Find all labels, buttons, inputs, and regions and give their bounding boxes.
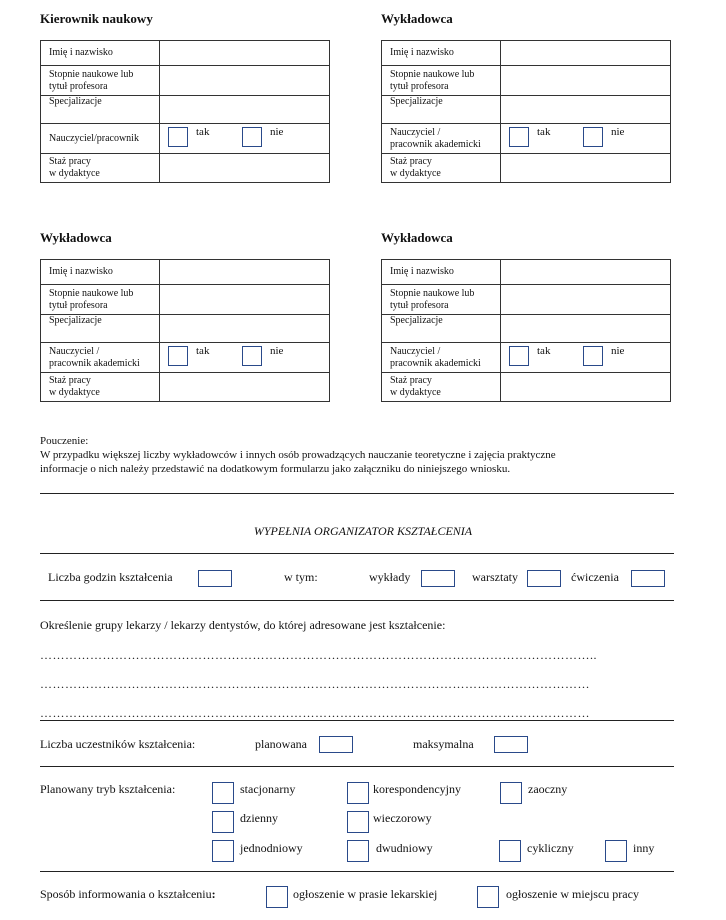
teacher-no-checkbox[interactable]	[583, 127, 603, 147]
mode-evening-label: wieczorowy	[373, 811, 432, 825]
teacher-no-label: nie	[611, 345, 625, 357]
notice	[40, 434, 556, 476]
divider	[40, 720, 674, 721]
teacher-no-label: nie	[611, 126, 625, 138]
teacher-field	[501, 124, 671, 154]
group-line-2[interactable]: ……………………………………………………………………………………………………………………	[40, 677, 590, 691]
divider	[40, 493, 674, 494]
spec-field[interactable]	[160, 96, 330, 124]
teacher-yes-checkbox[interactable]	[168, 127, 188, 147]
planned-participants-input[interactable]	[319, 736, 353, 753]
teacher-yes-checkbox[interactable]	[509, 346, 529, 366]
group-line-3[interactable]: ……………………………………………………………………………………………………………………	[40, 706, 590, 720]
participants-label: Liczba uczestników kształcenia:	[40, 737, 196, 751]
teacher-yes-label: tak	[196, 345, 210, 357]
degree-field[interactable]	[501, 285, 671, 315]
mode-cyclic-checkbox[interactable]	[499, 840, 521, 862]
name-label: Imię i nazwisko	[382, 41, 501, 66]
name-label: Imię i nazwisko	[41, 41, 160, 66]
teacher-field	[501, 343, 671, 373]
spec-label: Specjalizacje	[382, 315, 501, 343]
mode-daytime-label: dzienny	[240, 811, 278, 825]
mode-stationary-checkbox[interactable]	[212, 782, 234, 804]
person-table-manager	[40, 40, 330, 183]
name-field[interactable]	[501, 41, 671, 66]
mode-label: Planowany tryb kształcenia:	[40, 782, 176, 796]
planned-label: planowana	[255, 737, 307, 751]
spec-label: Specjalizacje	[41, 96, 160, 124]
mode-other-checkbox[interactable]	[605, 840, 627, 862]
notice-line-2: informacje o nich należy przedstawić na dodatkowym formularzu jako załączniku do niniejszego wniosku.	[40, 463, 511, 475]
info-workplace-checkbox[interactable]	[477, 886, 499, 908]
mode-two-day-checkbox[interactable]	[347, 840, 369, 862]
teacher-yes-label: tak	[196, 126, 210, 138]
teacher-label: Nauczyciel/pracownik	[41, 124, 160, 154]
lectures-hours-input[interactable]	[421, 570, 455, 587]
teacher-no-checkbox[interactable]	[242, 346, 262, 366]
spec-field[interactable]	[160, 315, 330, 343]
experience-label: Staż pracy w dydaktyce	[382, 373, 501, 402]
experience-field[interactable]	[501, 373, 671, 402]
experience-label: Staż pracy w dydaktyce	[41, 373, 160, 402]
name-field[interactable]	[160, 260, 330, 285]
degree-field[interactable]	[160, 285, 330, 315]
degree-label: Stopnie naukowe lub tytuł profesora	[41, 66, 160, 96]
spec-field[interactable]	[501, 96, 671, 124]
name-field[interactable]	[160, 41, 330, 66]
mode-one-day-label: jednodniowy	[240, 841, 303, 855]
group-line-1[interactable]: ……………………………………………………………………………………………………………………..	[40, 648, 597, 662]
info-press-checkbox[interactable]	[266, 886, 288, 908]
teacher-no-label: nie	[270, 345, 284, 357]
teacher-yes-label: tak	[537, 126, 551, 138]
teacher-field	[160, 124, 330, 154]
name-label: Imię i nazwisko	[41, 260, 160, 285]
mode-extramural-label: zaoczny	[528, 782, 568, 796]
teacher-no-checkbox[interactable]	[242, 127, 262, 147]
block-heading-lecturer-1: Wykładowca	[381, 11, 453, 26]
mode-correspondence-label: korespondencyjny	[373, 782, 461, 796]
workshops-label: warsztaty	[472, 570, 518, 584]
mode-two-day-label: dwudniowy	[376, 841, 433, 855]
info-workplace-label: ogłoszenie w miejscu pracy	[506, 887, 639, 901]
notice-line-1: W przypadku większej liczby wykładowców i innych osób prowadzących nauczanie teoretyczne i zajęcia praktyczne	[40, 449, 556, 461]
experience-field[interactable]	[160, 154, 330, 183]
mode-correspondence-checkbox[interactable]	[347, 782, 369, 804]
mode-evening-checkbox[interactable]	[347, 811, 369, 833]
divider	[40, 871, 674, 872]
teacher-yes-label: tak	[537, 345, 551, 357]
person-table-lecturer-2	[40, 259, 330, 402]
block-heading-lecturer-2: Wykładowca	[40, 230, 112, 245]
name-field[interactable]	[501, 260, 671, 285]
max-label: maksymalna	[413, 737, 474, 751]
info-label: Sposób informowania o kształceniu:	[40, 887, 216, 901]
mode-stationary-label: stacjonarny	[240, 782, 296, 796]
notice-title: Pouczenie:	[40, 435, 89, 447]
divider	[40, 600, 674, 601]
degree-label: Stopnie naukowe lub tytuł profesora	[382, 66, 501, 96]
teacher-label: Nauczyciel / pracownik akademicki	[382, 124, 501, 154]
experience-field[interactable]	[501, 154, 671, 183]
mode-extramural-checkbox[interactable]	[500, 782, 522, 804]
person-table-lecturer-1	[381, 40, 671, 183]
mode-daytime-checkbox[interactable]	[212, 811, 234, 833]
name-label: Imię i nazwisko	[382, 260, 501, 285]
teacher-field	[160, 343, 330, 373]
max-participants-input[interactable]	[494, 736, 528, 753]
degree-label: Stopnie naukowe lub tytuł profesora	[41, 285, 160, 315]
info-press-label: ogłoszenie w prasie lekarskiej	[293, 887, 438, 901]
hours-label: Liczba godzin kształcenia	[48, 570, 173, 584]
divider	[40, 766, 674, 767]
person-table-lecturer-3	[381, 259, 671, 402]
group-label: Określenie grupy lekarzy / lekarzy dentystów, do której adresowane jest kształcenie:	[40, 618, 446, 632]
experience-label: Staż pracy w dydaktyce	[382, 154, 501, 183]
degree-label: Stopnie naukowe lub tytuł profesora	[382, 285, 501, 315]
mode-other-label: inny	[633, 841, 655, 855]
spec-label: Specjalizacje	[41, 315, 160, 343]
hours-total-input[interactable]	[198, 570, 232, 587]
workshops-hours-input[interactable]	[527, 570, 561, 587]
lectures-label: wykłady	[369, 570, 411, 584]
block-heading-lecturer-3: Wykładowca	[381, 230, 453, 245]
teacher-yes-checkbox[interactable]	[509, 127, 529, 147]
degree-field[interactable]	[501, 66, 671, 96]
degree-field[interactable]	[160, 66, 330, 96]
divider	[40, 553, 674, 554]
experience-label: Staż pracy w dydaktyce	[41, 154, 160, 183]
block-heading-manager: Kierownik naukowy	[40, 11, 153, 26]
exercises-hours-input[interactable]	[631, 570, 665, 587]
teacher-yes-checkbox[interactable]	[168, 346, 188, 366]
in-which-label: w tym:	[284, 570, 318, 584]
teacher-label: Nauczyciel / pracownik akademicki	[382, 343, 501, 373]
mode-one-day-checkbox[interactable]	[212, 840, 234, 862]
experience-field[interactable]	[160, 373, 330, 402]
spec-field[interactable]	[501, 315, 671, 343]
organizer-header: WYPEŁNIA ORGANIZATOR KSZTAŁCENIA	[253, 524, 473, 538]
exercises-label: ćwiczenia	[571, 570, 619, 584]
teacher-no-checkbox[interactable]	[583, 346, 603, 366]
teacher-no-label: nie	[270, 126, 284, 138]
mode-cyclic-label: cykliczny	[527, 841, 574, 855]
spec-label: Specjalizacje	[382, 96, 501, 124]
teacher-label: Nauczyciel / pracownik akademicki	[41, 343, 160, 373]
